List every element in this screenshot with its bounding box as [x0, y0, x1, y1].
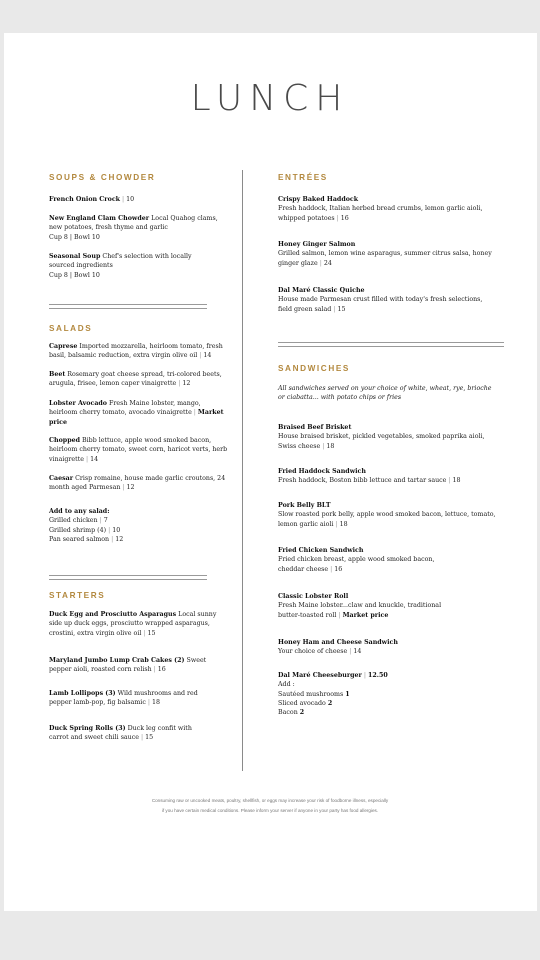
- menu-item: Pork Belly BLT Slow roasted pork belly, apple wood smoked bacon, lettuce, tomato, lemon garlic aioli | 18: [278, 502, 496, 528]
- menu-item: Lobster Avocado Fresh Maine lobster, mango, heirloom cherry tomato, avocado vinaigrette | Market price: [49, 400, 224, 426]
- menu-item: Fried Haddock Sandwich Fresh haddock, Boston bibb lettuce and tartar sauce | 18: [278, 468, 461, 485]
- menu-title: LUNCH: [190, 78, 350, 119]
- menu-item: Maryland Jumbo Lump Crab Cakes (2) Sweet pepper aioli, roasted corn relish | 16: [49, 657, 207, 674]
- section-rule: [278, 342, 504, 347]
- allergy-disclaimer: Consuming raw or uncooked meats, poultry, shellfish, or eggs may increase your risk of foodborne illness, especially if you have certain medical conditions. Please inform your server if anyone in your party has food allergies.: [151, 798, 389, 813]
- menu-item: Lamb Lollipops (3) Wild mushrooms and red pepper lamb-pop, fig balsamic | 18: [49, 690, 198, 707]
- menu-item: Honey Ginger Salmon Grilled salmon, lemon wine asparagus, summer citrus salsa, honey ginger glaze | 24: [278, 241, 492, 267]
- salads-heading: SALADS: [49, 324, 93, 333]
- menu-item: Duck Spring Rolls (3) Duck leg confit with carrot and sweet chili sauce | 15: [49, 725, 192, 742]
- menu-item: Dal Maré Cheeseburger | 12.50 Add : Sautéed mushrooms 1 Sliced avocado 2 Bacon 2: [278, 672, 388, 717]
- salad-addons: Add to any salad: Grilled chicken | 7 Grilled shrimp (4) | 10 Pan seared salmon | 12: [49, 508, 124, 543]
- menu-item: Crispy Baked Haddock Fresh haddock, Italian herbed bread crumbs, lemon garlic aioli, whipped potatoes | 16: [278, 196, 483, 222]
- section-rule: [49, 575, 207, 580]
- menu-item: Caesar Crisp romaine, house made garlic croutons, 24 month aged Parmesan | 12: [49, 475, 226, 492]
- menu-item: New England Clam Chowder Local Quahog clams, new potatoes, fresh thyme and garlic Cup 8 | Bowl 10: [49, 215, 218, 241]
- section-rule: [49, 304, 207, 309]
- menu-item: Chopped Bibb lettuce, apple wood smoked bacon, heirloom cherry tomato, sweet corn, haricot verts, herb vinaigrette | 14: [49, 437, 228, 463]
- menu-item: Seasonal Soup Chef's selection with locally sourced ingredients Cup 8 | Bowl 10: [49, 253, 192, 279]
- menu-item: Dal Maré Classic Quiche House made Parmesan crust filled with today's fresh selections, field green salad | 15: [278, 287, 483, 313]
- entrees-heading: ENTRÉES: [278, 173, 328, 182]
- soups-heading: SOUPS & CHOWDER: [49, 173, 156, 182]
- sandwiches-heading: SANDWICHES: [278, 364, 350, 373]
- menu-item: Braised Beef Brisket House braised brisket, pickled vegetables, smoked paprika aioli, Swiss cheese | 18: [278, 424, 485, 450]
- menu-item: French Onion Crock | 10: [49, 196, 135, 203]
- sandwiches-note: All sandwiches served on your choice of white, wheat, rye, brioche or ciabatta... with potato chips or fries: [278, 385, 492, 402]
- menu-item: Classic Lobster Roll Fresh Maine lobster...claw and knuckle, traditional butter-toasted roll | Market price: [278, 593, 442, 619]
- menu-item: Beet Rosemary goat cheese spread, tri-colored beets, arugula, frisee, lemon caper vinaigrette | 12: [49, 371, 222, 388]
- menu-item: Honey Ham and Cheese Sandwich Your choice of cheese | 14: [278, 639, 398, 656]
- starters-heading: STARTERS: [49, 591, 106, 600]
- column-divider: [242, 170, 243, 771]
- menu-item: Duck Egg and Prosciutto Asparagus Local sunny side up duck eggs, prosciutto wrapped asparagus, crostini, extra virgin olive oil | 15: [49, 611, 217, 637]
- menu-item: Caprese Imported mozzarella, heirloom tomato, fresh basil, balsamic reduction, extra virgin olive oil | 14: [49, 343, 223, 360]
- menu-item: Fried Chicken Sandwich Fried chicken breast, apple wood smoked bacon, cheddar cheese | 16: [278, 547, 435, 573]
